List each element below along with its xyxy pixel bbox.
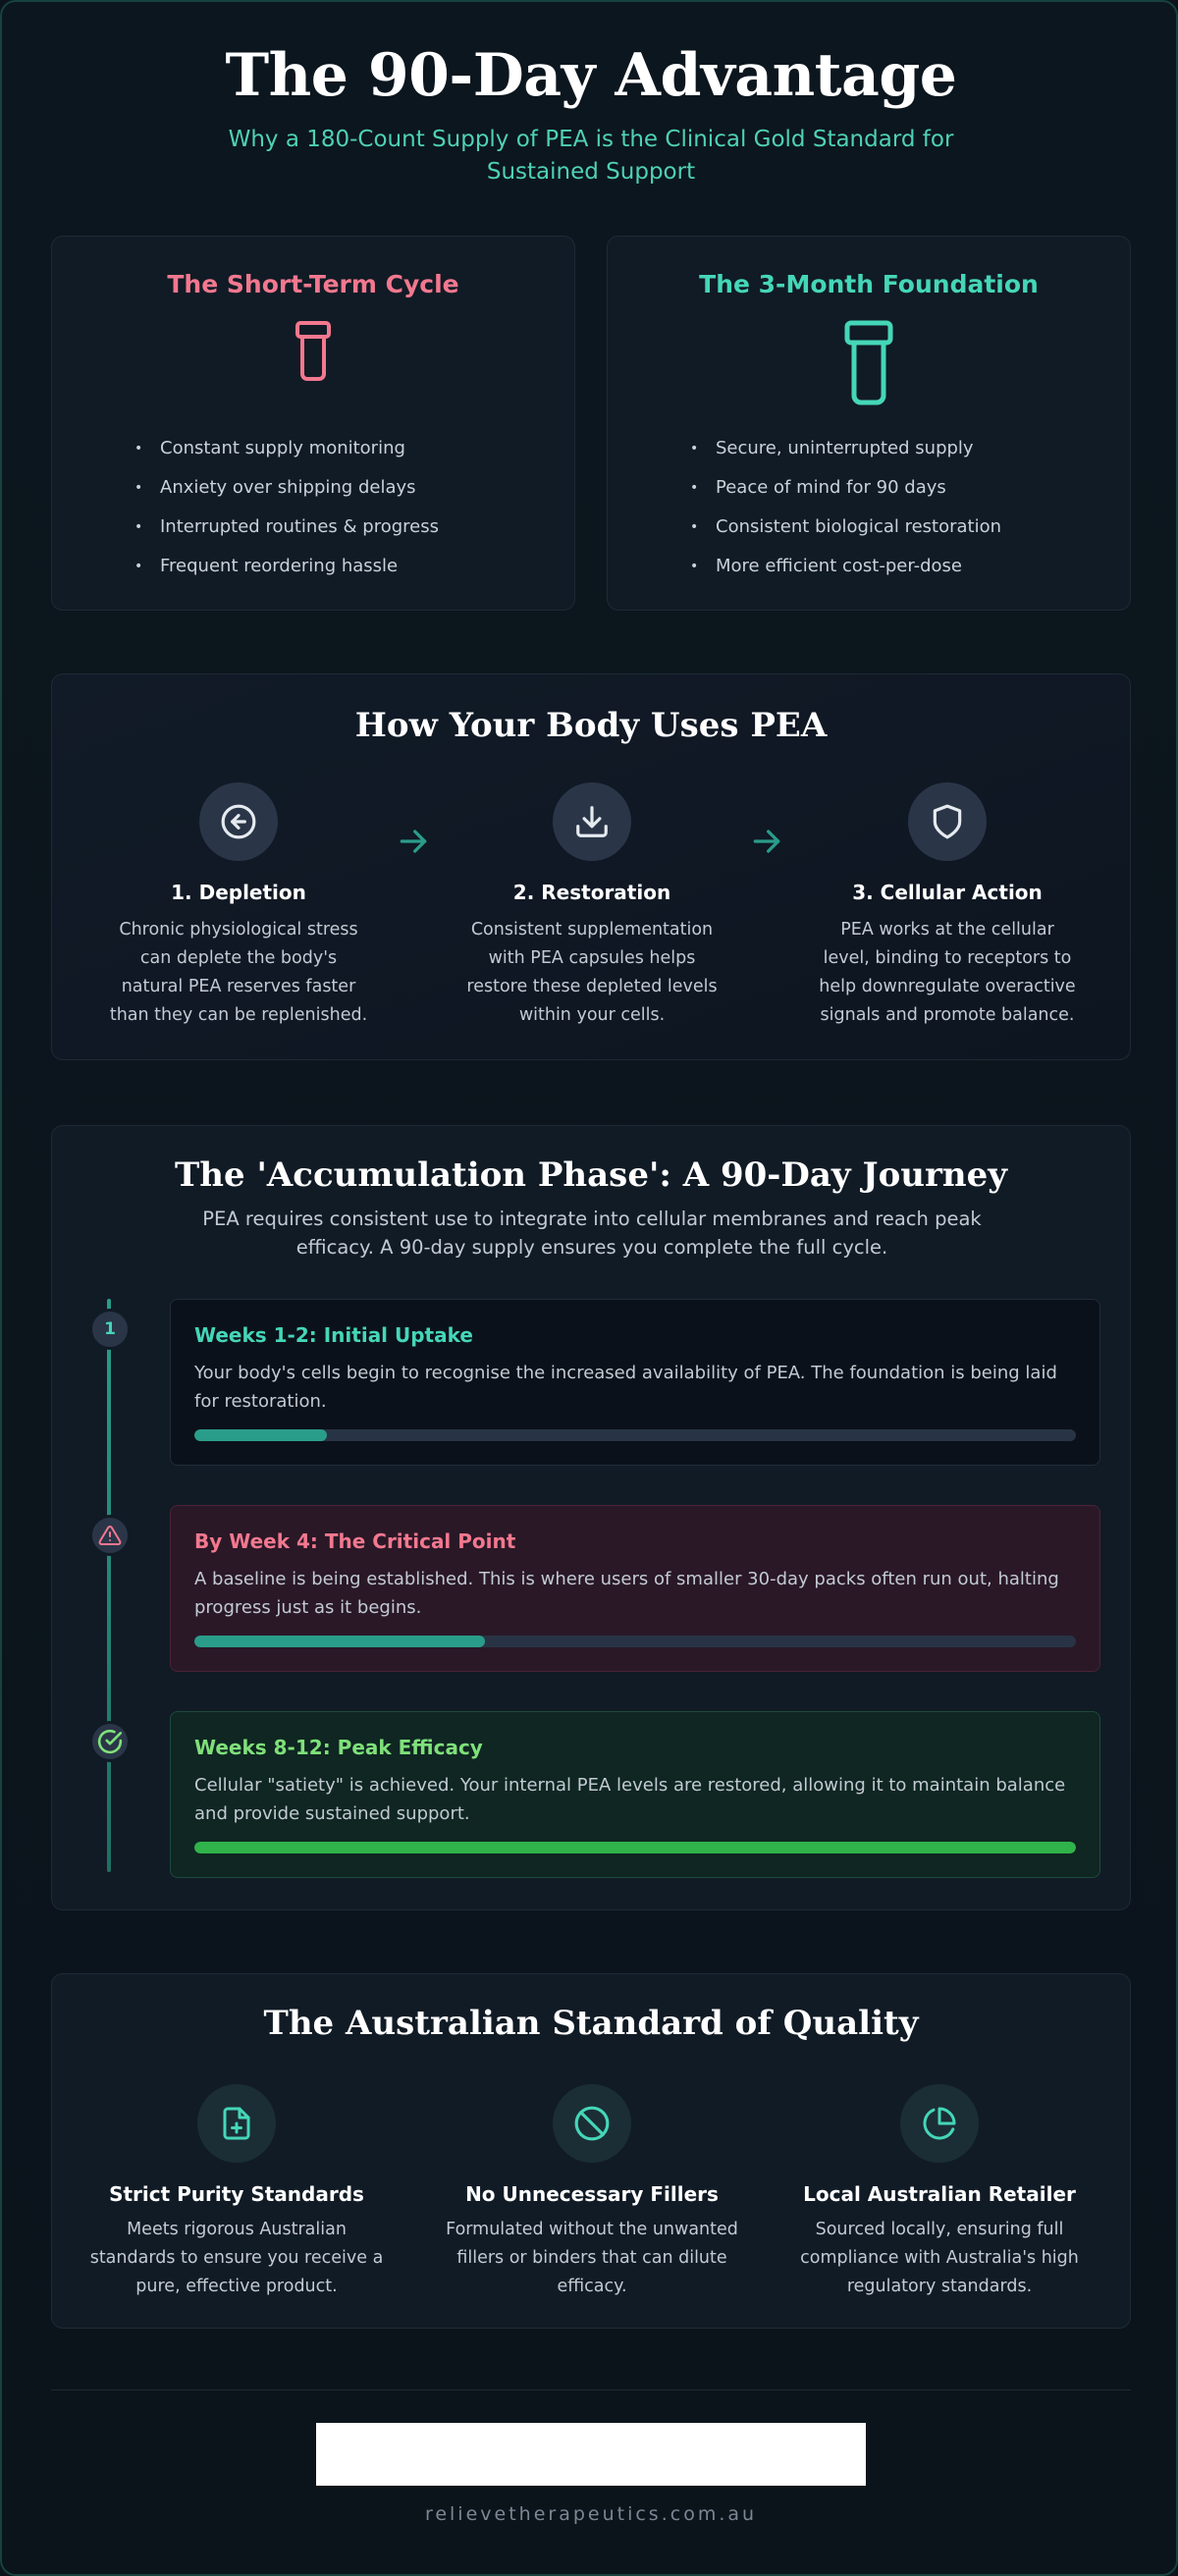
list-item: • Secure, uninterrupted supply <box>716 429 1001 468</box>
long-term-title: The 3-Month Foundation <box>699 270 1039 298</box>
arrow-right-icon <box>747 822 786 865</box>
marker-number: 1 <box>104 1319 116 1339</box>
ban-icon <box>553 2084 631 2163</box>
phase-title: Weeks 8-12: Peak Efficacy <box>194 1736 483 1759</box>
step-title: 2. Restoration <box>512 881 671 904</box>
phase-critical-point <box>170 1505 1100 1672</box>
quality-item-text: Meets rigorous Australian standards to ensure you receive a pure, effective product. <box>89 2220 384 2296</box>
step-text: Consistent supplementation with PEA capsules helps restore these depleted levels within your cells. <box>466 920 718 1025</box>
quality-card <box>51 1973 1131 2329</box>
short-term-card <box>51 236 575 611</box>
quality-item-retailer <box>773 2084 1106 2301</box>
list-item: • Anxiety over shipping delays <box>160 468 439 508</box>
quality-item-title: Local Australian Retailer <box>803 2182 1076 2206</box>
short-term-title: The Short-Term Cycle <box>167 270 459 298</box>
quality-title: The Australian Standard of Quality <box>263 2004 919 2043</box>
download-icon <box>553 782 631 861</box>
arrow-right-icon <box>394 822 433 865</box>
page-subtitle: Why a 180-Count Supply of PEA is the Clinical Gold Standard for Sustained Support <box>228 127 954 185</box>
footer-divider <box>51 2389 1131 2390</box>
progress-bar <box>194 1429 1076 1441</box>
progress-bar <box>194 1842 1076 1853</box>
short-term-list <box>160 429 439 586</box>
logo-placeholder <box>316 2423 866 2486</box>
list-item: • Constant supply monitoring <box>160 429 439 468</box>
timeline-line <box>107 1299 111 1872</box>
phase-peak-efficacy <box>170 1711 1100 1878</box>
pea-usage-card <box>51 673 1131 1060</box>
check-circle-icon <box>89 1721 131 1762</box>
tall-bottle-icon <box>843 319 894 411</box>
page-title: The 90-Day Advantage <box>225 41 957 110</box>
phase-initial-uptake <box>170 1299 1100 1466</box>
list-item: • Frequent reordering hassle <box>160 547 439 586</box>
phase-text: Your body's cells begin to recognise the increased availability of PEA. The foundation is being laid for restoration. <box>194 1363 1057 1412</box>
list-item: • Interrupted routines & progress <box>160 508 439 547</box>
phase-title: By Week 4: The Critical Point <box>194 1530 516 1553</box>
phase-text: A baseline is being established. This is where users of smaller 30-day packs often run out, halting progress just as it begins. <box>194 1569 1059 1618</box>
step-restoration <box>445 782 739 1030</box>
list-item: • Peace of mind for 90 days <box>716 468 1001 508</box>
step-text: Chronic physiological stress can deplete the body's natural PEA reserves faster than they can be replenished. <box>109 920 368 1025</box>
long-term-card <box>607 236 1131 611</box>
quality-item-fillers <box>425 2084 759 2301</box>
shield-icon <box>908 782 987 861</box>
short-bottle-icon <box>294 319 333 388</box>
step-depletion <box>91 782 386 1030</box>
journey-title: The 'Accumulation Phase': A 90-Day Journey <box>174 1155 1008 1195</box>
step-title: 1. Depletion <box>171 881 306 904</box>
arrow-left-circle-icon <box>199 782 278 861</box>
quality-item-text: Sourced locally, ensuring full compliance with Australia's high regulatory standards. <box>800 2220 1079 2296</box>
journey-intro: PEA requires consistent use to integrate into cellular membranes and reach peak efficacy. A 90-day supply ensures you complete the full cycle. <box>202 1208 982 1259</box>
long-term-list <box>716 429 1001 586</box>
progress-bar <box>194 1636 1076 1647</box>
warning-icon <box>89 1515 131 1556</box>
pea-usage-title: How Your Body Uses PEA <box>354 706 828 745</box>
step-cellular-action <box>800 782 1095 1030</box>
list-item: • More efficient cost-per-dose <box>716 547 1001 586</box>
progress-fill <box>194 1842 1076 1853</box>
file-plus-icon <box>197 2084 276 2163</box>
list-item: • Consistent biological restoration <box>716 508 1001 547</box>
step-text: PEA works at the cellular level, binding to receptors to help downregulate overactive signals and promote balance. <box>819 920 1076 1025</box>
pie-chart-icon <box>900 2084 979 2163</box>
progress-fill <box>194 1636 485 1647</box>
quality-item-text: Formulated without the unwanted fillers or binders that can dilute efficacy. <box>446 2220 738 2296</box>
quality-item-title: Strict Purity Standards <box>109 2182 364 2206</box>
footer-url[interactable]: relievetherapeutics.com.au <box>424 2503 758 2525</box>
timeline-marker-number <box>89 1309 131 1350</box>
phase-title: Weeks 1-2: Initial Uptake <box>194 1323 473 1347</box>
phase-text: Cellular "satiety" is achieved. Your internal PEA levels are restored, allowing it to maintain balance and provide sustained support. <box>194 1775 1066 1824</box>
quality-item-title: No Unnecessary Fillers <box>465 2182 719 2206</box>
progress-fill <box>194 1429 327 1441</box>
quality-item-purity <box>70 2084 403 2301</box>
step-title: 3. Cellular Action <box>852 881 1043 904</box>
journey-card <box>51 1125 1131 1910</box>
